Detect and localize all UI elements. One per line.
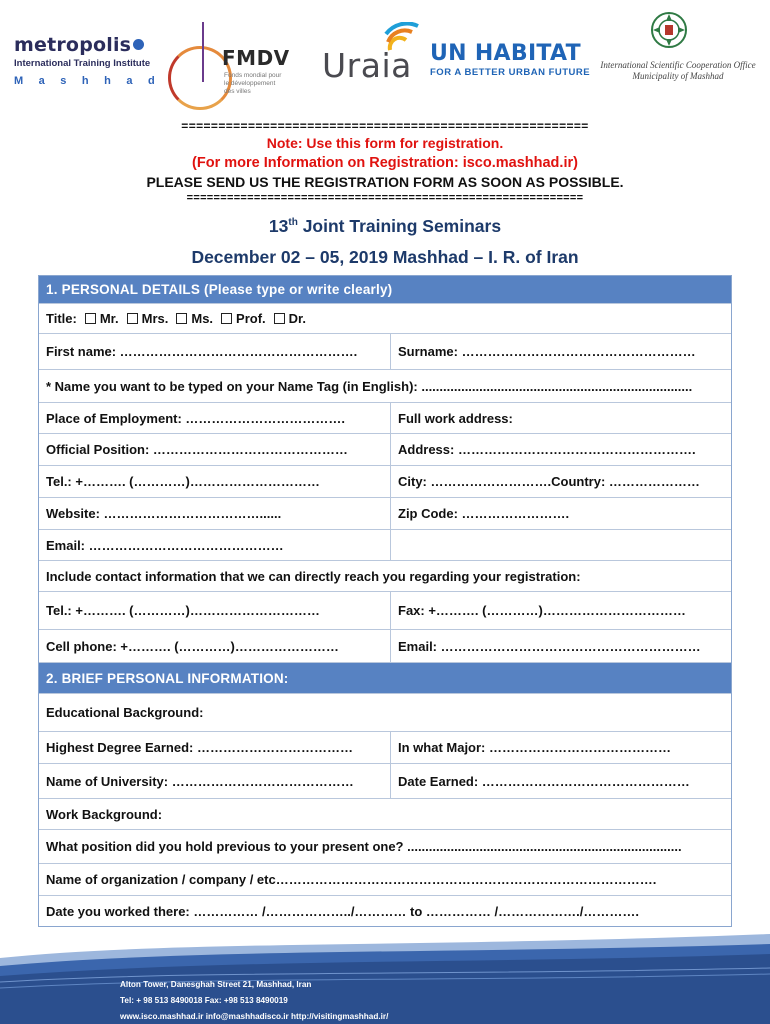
zip-code-field[interactable]: Zip Code: ……………………. [398,506,570,521]
organization-field[interactable]: Name of organization / company / etc……………………………………………………………………………. [46,872,657,887]
checkbox-prof[interactable] [221,313,232,324]
tel-city-row [39,465,731,497]
work-background-row [39,798,731,829]
separator-top: ======================================================= [181,119,589,133]
major-field[interactable]: In what Major: …………………………………… [398,740,671,755]
contact-tel-fax-row [39,591,731,629]
section-brief-info [39,662,731,693]
previous-position-row [39,829,731,863]
separator-bottom: =========================================================== [186,192,584,204]
fax-field[interactable]: Fax: +………. (…………)…………………………… [398,603,686,618]
fmdv-stem-icon [202,22,204,82]
date-worked-row [39,895,731,926]
metropolis-logo-subtitle: International Training Institute [14,58,151,69]
footer-links[interactable]: www.isco.mashhad.ir info@mashhadisco.ir http://visitingmashhad.ir/ [120,1012,389,1021]
uraia-signal-icon [384,22,424,56]
official-position-field[interactable]: Official Position: ……………………………………… [39,434,391,465]
work-background-label: Work Background: [46,806,163,822]
name-row [39,333,731,369]
title-row [39,303,731,333]
footer-phone: Tel: + 98 513 8490018 Fax: +98 513 8490019 [120,996,288,1005]
full-work-address-label: Full work address: [398,410,513,426]
metropolis-logo-city: Mashhad [14,75,171,87]
contact-info-label: Include contact information that we can directly reach you regarding your registration: [46,568,581,584]
contact-tel-field[interactable]: Tel.: +………. (…………)………………………… [39,592,391,629]
degree-row [39,731,731,763]
seminar-title [0,211,770,238]
logo-strip [0,0,770,110]
checkbox-mrs[interactable] [127,313,138,324]
section-brief-info-title: 2. BRIEF PERSONAL INFORMATION: [46,670,289,686]
city-country-field[interactable]: City: ……………………….Country: ………………… [398,474,700,489]
cell-email-row [39,629,731,662]
education-row [39,693,731,731]
title-option-mr: Mr. [99,311,119,326]
cell-phone-field[interactable]: Cell phone: +………. (…………)…………………… [39,630,391,662]
checkbox-mr[interactable] [85,313,96,324]
contact-info-row [39,560,731,591]
unhabitat-logo-tagline: FOR A BETTER URBAN FUTURE [430,67,591,78]
seminar-ordinal: th [288,217,298,228]
form-note: Note: Use this form for registration. [266,135,504,151]
registration-header [0,118,770,269]
contact-email-field[interactable]: Email: …………………………………………………… [398,638,701,654]
university-field[interactable]: Name of University: …………………………………… [39,764,391,798]
checkbox-ms[interactable] [176,313,187,324]
university-row [39,763,731,798]
seminar-dates: December 02 – 05, 2019 Mashhad – I. R. of Iran [191,246,579,267]
section-personal-details [39,276,731,303]
title-option-prof: Prof. [236,311,266,326]
seminar-number: 13 [268,215,289,236]
unhabitat-logo [430,42,590,78]
address-field[interactable]: Address: ………………………………………………. [398,442,696,457]
email-row [39,529,731,560]
name-tag-field[interactable]: * Name you want to be typed on your Name Tag (in English): ........................................................................... [46,378,693,394]
place-of-employment-field[interactable]: Place of Employment: ………………………………. [39,403,391,433]
title-option-ms: Ms. [191,311,214,326]
title-option-mrs: Mrs. [141,311,169,326]
title-label: Title: [46,311,77,326]
educational-background-label: Educational Background: [46,705,204,720]
seminar-title-text: Joint Training Seminars [297,215,502,236]
checkbox-dr[interactable] [274,313,285,324]
email-field[interactable]: Email: ……………………………………… [39,530,391,560]
footer-contact [120,977,388,1024]
website-zip-row [39,497,731,529]
metropolis-logo [14,34,170,87]
position-row [39,433,731,465]
uraia-logo-name: Uraia [322,46,412,85]
surname-field[interactable]: Surname: ……………………………………………… [398,344,696,359]
isco-logo [592,8,764,98]
uraia-logo [322,22,422,92]
isco-logo-text: International Scientific Cooperation Office Municipality of Mashhad [600,60,756,81]
fmdv-logo [166,22,316,102]
fmdv-logo-name: FMDV [222,46,290,70]
metropolis-dot-icon [133,39,144,50]
registration-form [38,275,732,927]
date-earned-field[interactable]: Date Earned: ………………………………………… [398,773,690,789]
isco-emblem-icon [648,8,690,54]
tel-field[interactable]: Tel.: +………. (…………)………………………… [39,466,391,497]
please-send-notice: PLEASE SEND US THE REGISTRATION FORM AS SOON AS POSSIBLE. [146,174,624,190]
footer-address: Alton Tower, Danesghah Street 21, Mashhad, Iran [120,980,312,989]
section-personal-details-title: 1. PERSONAL DETAILS (Please type or write clearly) [46,282,393,297]
fmdv-logo-subtitle: Fonds mondial pour le développement des villes [224,72,282,95]
previous-position-field[interactable]: What position did you hold previous to your present one? ............................................................................ [46,839,682,854]
first-name-field[interactable]: First name: ………………………………………………. [39,334,391,369]
email-row-empty-cell [391,530,731,560]
unhabitat-logo-name: UN HABITAT [430,41,581,66]
employment-row [39,402,731,433]
title-option-dr: Dr. [288,311,306,326]
highest-degree-field[interactable]: Highest Degree Earned: ……………………………… [39,732,391,763]
metropolis-logo-name: metropolis [14,34,132,56]
organization-row [39,863,731,895]
date-worked-field[interactable]: Date you worked there: …………… /………………../………… to …………… /………………./…………. [46,903,639,919]
website-field[interactable]: Website: ………………………………...... [39,498,391,529]
title-field[interactable] [39,304,731,333]
name-tag-row [39,369,731,402]
more-info-link[interactable]: (For more Information on Registration: isco.mashhad.ir) [192,155,578,171]
